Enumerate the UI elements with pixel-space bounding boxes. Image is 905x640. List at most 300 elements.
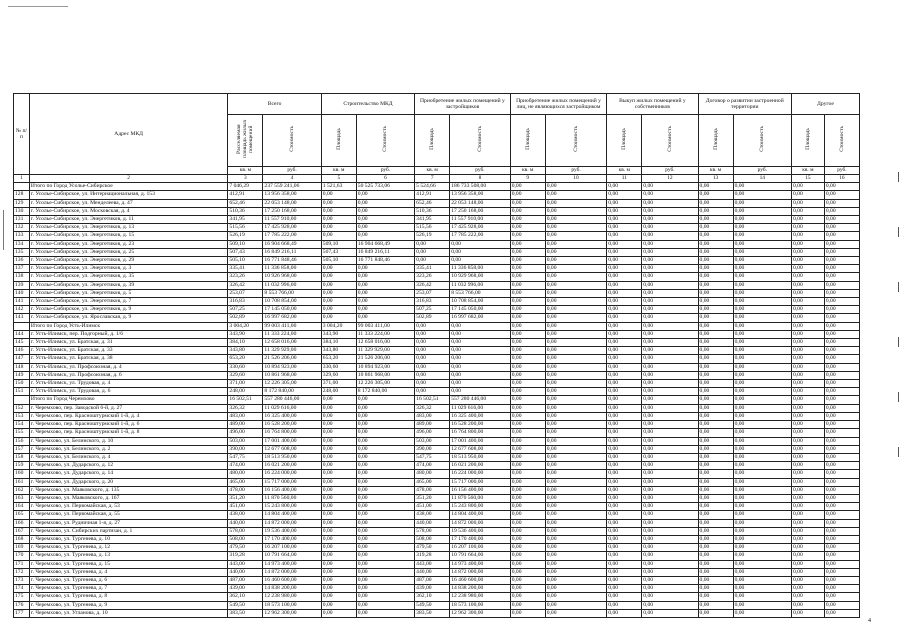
row-value: 17 250 168,00	[450, 207, 511, 215]
row-value: 439,00	[228, 585, 263, 593]
row-value: 0,00	[733, 437, 791, 445]
row-value: 0,00	[321, 568, 356, 576]
row-value: 0,00	[698, 273, 733, 281]
row-index: 170	[14, 552, 30, 560]
row-value: 0,00	[698, 511, 733, 519]
row-value: 0,00	[733, 404, 791, 412]
row-address: г. Черемхово, ул. Маяковского, д. 135	[29, 486, 227, 494]
row-value: 478,00	[415, 486, 450, 494]
row-index: 135	[14, 248, 30, 256]
row-value: 0,00	[642, 216, 698, 224]
row-value: 0,00	[698, 478, 733, 486]
row-value: 515,56	[415, 224, 450, 232]
row-value: 0,00	[791, 445, 824, 453]
table-row	[14, 191, 860, 199]
row-value: 0,00	[698, 527, 733, 535]
row-value: 0,00	[607, 519, 642, 527]
row-value: 0,00	[791, 404, 824, 412]
row-value: 0,00	[824, 265, 859, 273]
row-value: 0,00	[698, 306, 733, 314]
row-value: 0,00	[642, 273, 698, 281]
row-value: 0,00	[642, 511, 698, 519]
row-value: 0,00	[321, 585, 356, 593]
row-value: 0,00	[791, 273, 824, 281]
row-value: 557 280 446,00	[450, 396, 511, 404]
row-value: 0,00	[321, 437, 356, 445]
row-value: 16 849 216,11	[263, 248, 321, 256]
row-value: 362,10	[415, 593, 450, 601]
row-value: 0,00	[510, 527, 545, 535]
row-value: 0,00	[642, 347, 698, 355]
table-row	[14, 388, 860, 396]
row-value: 0,00	[791, 609, 824, 617]
row-value: 0,00	[545, 396, 607, 404]
table-row	[14, 535, 860, 543]
table-row	[14, 421, 860, 429]
row-index: 137	[14, 265, 30, 273]
row-value: 10 708 854,00	[450, 298, 511, 306]
row-value: 0,00	[510, 183, 545, 191]
row-value: 248,00	[228, 388, 263, 396]
row-value: 515,56	[228, 224, 263, 232]
row-value: 11 032 996,00	[450, 281, 511, 289]
row-value: 0,00	[733, 363, 791, 371]
row-value: 326,42	[228, 281, 263, 289]
row-index: 165	[14, 511, 30, 519]
row-value: 15 243 800,00	[450, 503, 511, 511]
row-value: 0,00	[510, 371, 545, 379]
row-value: 0,00	[824, 478, 859, 486]
row-value: 18 513 950,00	[450, 453, 511, 461]
sub-header-area: Площадь	[607, 115, 642, 167]
row-value: 0,00	[791, 224, 824, 232]
row-value: 237 559 241,06	[263, 183, 321, 191]
row-value: 99 003 411,00	[356, 322, 414, 330]
row-value: 253,07	[228, 289, 263, 297]
row-address: г. Черемхово, ул. Угланова, д. 10	[29, 609, 227, 617]
row-value: 0,00	[356, 191, 414, 199]
row-value: 0,00	[733, 240, 791, 248]
row-value: 0,00	[698, 552, 733, 560]
row-value: 343,90	[228, 330, 263, 338]
row-value: 0,00	[824, 494, 859, 502]
row-value: 0,00	[321, 560, 356, 568]
row-value: 0,00	[545, 560, 607, 568]
row-value: 16 528 200,00	[263, 421, 321, 429]
row-value: 0,00	[824, 453, 859, 461]
row-value: 16 997 682,00	[263, 314, 321, 322]
row-value: 0,00	[698, 322, 733, 330]
row-value: 478,00	[228, 486, 263, 494]
row-value: 578,00	[228, 527, 263, 535]
row-value: 14 804 400,00	[450, 511, 511, 519]
row-value: 343,80	[228, 347, 263, 355]
row-value: 0,00	[356, 412, 414, 420]
row-address: г. Усолье-Сибирское, ул. Менделеева, д. 47	[29, 199, 227, 207]
row-value: 0,00	[791, 544, 824, 552]
row-value: 0,00	[791, 232, 824, 240]
row-value: 0,00	[321, 486, 356, 494]
row-value: 11 029 616,00	[263, 404, 321, 412]
row-value: 16 528 200,00	[450, 421, 511, 429]
row-value: 329,60	[321, 371, 356, 379]
row-value: 0,00	[321, 191, 356, 199]
row-value: 0,00	[607, 445, 642, 453]
row-value: 0,00	[733, 347, 791, 355]
row-value: 0,00	[415, 371, 450, 379]
row-value: 16 460 600,00	[450, 576, 511, 584]
row-value: 0,00	[791, 257, 824, 265]
row-value: 330,60	[228, 363, 263, 371]
column-number: 16	[824, 175, 859, 183]
table-row	[14, 314, 860, 322]
row-value: 323,26	[415, 273, 450, 281]
row-value: 0,00	[356, 224, 414, 232]
row-value: 0,00	[642, 363, 698, 371]
row-value: 507,43	[228, 248, 263, 256]
row-address: г. Усолье-Сибирское, ул. Энергетиков, д. 25	[29, 248, 227, 256]
row-value: 0,00	[510, 347, 545, 355]
row-address: г. Усолье-Сибирское, ул. Ярославская, д. 9	[29, 314, 227, 322]
table-row	[14, 486, 860, 494]
row-address: г. Черемхово, ул. Маяковского, д. 167	[29, 494, 227, 502]
row-value: 489,00	[228, 421, 263, 429]
row-value: 0,00	[510, 462, 545, 470]
row-value: 0,00	[356, 503, 414, 511]
row-address: г. Черемхово, ул. Тургенева, д. 13	[29, 552, 227, 560]
sub-header-area: Площадь	[321, 115, 356, 167]
row-value: 0,00	[545, 306, 607, 314]
row-value: 335,41	[415, 265, 450, 273]
row-value: 248,00	[321, 388, 356, 396]
column-number: 1	[14, 175, 30, 183]
row-value: 0,00	[607, 535, 642, 543]
table-row	[14, 199, 860, 207]
row-value: 0,00	[642, 470, 698, 478]
row-value: 0,00	[733, 486, 791, 494]
row-value: 0,00	[698, 396, 733, 404]
row-value: 0,00	[510, 396, 545, 404]
row-value: 0,00	[698, 298, 733, 306]
column-number: 15	[791, 175, 824, 183]
row-value: 0,00	[733, 322, 791, 330]
row-value: 19 536 400,00	[450, 527, 511, 535]
row-value: 7 046,29	[228, 183, 263, 191]
row-value: 0,00	[642, 429, 698, 437]
row-value: 0,00	[545, 183, 607, 191]
row-value: 10 861 968,00	[263, 371, 321, 379]
row-value: 10 929 968,00	[450, 273, 511, 281]
row-value: 16 502,51	[228, 396, 263, 404]
row-value: 11 870 560,00	[450, 494, 511, 502]
row-value: 0,00	[321, 273, 356, 281]
row-value: 0,00	[698, 371, 733, 379]
row-address: Итого по Город Усть-Илимск	[29, 322, 227, 330]
row-value: 14 804 400,00	[263, 511, 321, 519]
row-index: 132	[14, 224, 30, 232]
row-value: 0,00	[607, 609, 642, 617]
row-index: 157	[14, 445, 30, 453]
row-value: 0,00	[356, 314, 414, 322]
row-value: 3 004,20	[228, 322, 263, 330]
row-value: 0,00	[545, 503, 607, 511]
row-value: 326,32	[228, 404, 263, 412]
row-value: 319,28	[228, 552, 263, 560]
row-index: 171	[14, 560, 30, 568]
row-value: 0,00	[510, 453, 545, 461]
sub-header-area: Площадь	[415, 115, 450, 167]
table-row	[14, 380, 860, 388]
row-value: 0,00	[824, 412, 859, 420]
row-value: 0,00	[607, 191, 642, 199]
row-value: 0,00	[321, 289, 356, 297]
row-value: 0,00	[642, 257, 698, 265]
row-value: 509,10	[228, 240, 263, 248]
row-value: 0,00	[545, 593, 607, 601]
row-value: 316,83	[415, 298, 450, 306]
row-value: 0,00	[698, 191, 733, 199]
row-value: 502,89	[415, 314, 450, 322]
row-value: 0,00	[450, 380, 511, 388]
row-value: 0,00	[824, 355, 859, 363]
row-address: г. Черемхово, ул. Тургенева, д. 8	[29, 593, 227, 601]
column-number: 10	[545, 175, 607, 183]
row-value: 0,00	[824, 306, 859, 314]
row-value: 547,75	[228, 453, 263, 461]
unit-cost: руб.	[733, 167, 791, 175]
row-value: 0,00	[791, 396, 824, 404]
row-value: 0,00	[356, 462, 414, 470]
row-value: 0,00	[733, 601, 791, 609]
row-value: 316,83	[228, 298, 263, 306]
row-index: 138	[14, 273, 30, 281]
row-address: г. Черемхово, ул. Дударского, д. 14	[29, 470, 227, 478]
row-value: 0,00	[607, 257, 642, 265]
row-value: 0,00	[642, 371, 698, 379]
row-index: 146	[14, 347, 30, 355]
row-value: 0,00	[510, 503, 545, 511]
row-value: 0,00	[545, 330, 607, 338]
row-value: 0,00	[545, 265, 607, 273]
unit-cost: руб.	[450, 167, 511, 175]
row-value: 11 557 910,00	[450, 216, 511, 224]
sub-header-cost: Стоимость	[545, 115, 607, 167]
row-index: 148	[14, 363, 30, 371]
row-value: 0,00	[642, 183, 698, 191]
row-value: 0,00	[791, 552, 824, 560]
sub-header-cost: Стоимость	[733, 115, 791, 167]
row-value: 0,00	[450, 388, 511, 396]
row-value: 13 956 358,00	[450, 191, 511, 199]
row-value: 0,00	[607, 552, 642, 560]
row-value: 0,00	[698, 429, 733, 437]
row-value: 0,00	[733, 511, 791, 519]
row-value: 3 004,20	[321, 322, 356, 330]
row-index: 150	[14, 380, 30, 388]
row-address: г. Усолье-Сибирское, ул. Энергетиков, д. 29	[29, 257, 227, 265]
row-index: 160	[14, 470, 30, 478]
row-value: 0,00	[510, 363, 545, 371]
row-value: 0,00	[321, 494, 356, 502]
row-address: г. Усть-Илимск, ул. Трудовая, д. 6	[29, 388, 227, 396]
row-value: 0,00	[356, 453, 414, 461]
row-value: 0,00	[733, 453, 791, 461]
row-value: 0,00	[791, 363, 824, 371]
row-value: 13 956 358,00	[263, 191, 321, 199]
row-value: 0,00	[607, 494, 642, 502]
unit-cost: руб.	[545, 167, 607, 175]
row-value: 0,00	[607, 593, 642, 601]
row-value: 0,00	[698, 183, 733, 191]
row-value: 0,00	[607, 265, 642, 273]
row-value: 0,00	[698, 330, 733, 338]
row-value: 5 524,66	[415, 183, 450, 191]
row-value: 0,00	[733, 568, 791, 576]
row-value: 0,00	[321, 281, 356, 289]
row-index: 151	[14, 388, 30, 396]
row-index: 177	[14, 609, 30, 617]
row-value: 0,00	[545, 527, 607, 535]
row-value: 0,00	[607, 281, 642, 289]
row-value: 384,10	[228, 339, 263, 347]
group-header-buyout: Выкуп жилых помещений у собственников	[607, 94, 698, 115]
row-value: 0,00	[824, 568, 859, 576]
row-value: 390,00	[228, 445, 263, 453]
group-header-total: Всего	[228, 94, 321, 115]
row-value: 11 336 858,00	[450, 265, 511, 273]
row-value: 8 553 766,00	[263, 289, 321, 297]
row-value: 0,00	[698, 535, 733, 543]
row-value: 0,00	[321, 306, 356, 314]
row-value: 329,60	[228, 371, 263, 379]
row-value: 0,00	[607, 355, 642, 363]
row-value: 0,00	[510, 609, 545, 617]
row-value: 0,00	[450, 240, 511, 248]
row-value: 0,00	[642, 412, 698, 420]
row-value: 0,00	[510, 224, 545, 232]
row-value: 0,00	[642, 503, 698, 511]
row-value: 0,00	[642, 404, 698, 412]
row-value: 0,00	[824, 207, 859, 215]
table-row	[14, 306, 860, 314]
row-value: 0,00	[510, 593, 545, 601]
row-value: 343,80	[321, 347, 356, 355]
row-value: 0,00	[824, 339, 859, 347]
row-value: 0,00	[607, 240, 642, 248]
row-value: 16 502,51	[415, 396, 450, 404]
row-value: 0,00	[607, 207, 642, 215]
row-value: 0,00	[415, 240, 450, 248]
row-value: 0,00	[698, 560, 733, 568]
row-value: 0,00	[356, 609, 414, 617]
row-value: 16 224 000,00	[263, 470, 321, 478]
row-value: 0,00	[733, 183, 791, 191]
row-value: 341,95	[415, 216, 450, 224]
row-value: 50 525 733,06	[356, 183, 414, 191]
unit-cost: руб.	[263, 167, 321, 175]
table-row	[14, 265, 860, 273]
row-value: 11 336 858,00	[263, 265, 321, 273]
table-row	[14, 511, 860, 519]
row-value: 14 973 400,00	[263, 560, 321, 568]
row-value: 0,00	[733, 380, 791, 388]
row-value: 12 962 300,00	[263, 609, 321, 617]
row-value: 0,00	[415, 257, 450, 265]
row-address: г. Черемхово, ул. Белинского, д. 4	[29, 453, 227, 461]
unit-area: кв. м	[228, 167, 263, 175]
row-value: 17 425 928,00	[450, 224, 511, 232]
row-value: 0,00	[545, 388, 607, 396]
row-value: 0,00	[321, 412, 356, 420]
row-value: 16 904 668,49	[263, 240, 321, 248]
row-value: 326,42	[415, 281, 450, 289]
row-index: 172	[14, 568, 30, 576]
row-value: 503,00	[228, 437, 263, 445]
row-value: 507,25	[228, 306, 263, 314]
row-value: 0,00	[356, 535, 414, 543]
row-value: 16 764 800,00	[450, 429, 511, 437]
row-value: 0,00	[321, 593, 356, 601]
row-address: г. Черемхово, пер. Красноштурмский 1-й, д. 6	[29, 421, 227, 429]
row-value: 0,00	[733, 494, 791, 502]
row-value: 0,00	[791, 216, 824, 224]
row-value: 0,00	[510, 240, 545, 248]
row-value: 0,00	[321, 478, 356, 486]
row-address: г. Черемхово, ул. Дударского, д. 12	[29, 462, 227, 470]
row-value: 12 238 980,00	[450, 593, 511, 601]
row-value: 0,00	[642, 322, 698, 330]
row-value: 0,00	[356, 560, 414, 568]
row-value: 16 325 400,00	[263, 412, 321, 420]
row-value: 14 872 000,00	[450, 568, 511, 576]
row-value: 0,00	[321, 609, 356, 617]
row-value: 10 926 968,00	[263, 273, 321, 281]
row-value: 0,00	[791, 593, 824, 601]
row-value: 0,00	[545, 240, 607, 248]
row-value: 0,00	[510, 470, 545, 478]
table-row	[14, 339, 860, 347]
row-value: 0,00	[545, 585, 607, 593]
row-value: 0,00	[824, 470, 859, 478]
row-value: 0,00	[510, 494, 545, 502]
table-row	[14, 257, 860, 265]
table-row	[14, 429, 860, 437]
row-value: 15 243 800,00	[263, 503, 321, 511]
row-value: 0,00	[791, 207, 824, 215]
row-value: 390,00	[415, 445, 450, 453]
row-value: 479,50	[228, 544, 263, 552]
row-value: 0,00	[356, 478, 414, 486]
row-value: 0,00	[545, 281, 607, 289]
row-value: 440,00	[415, 519, 450, 527]
row-value: 0,00	[698, 224, 733, 232]
row-value: 0,00	[510, 511, 545, 519]
row-value: 0,00	[791, 314, 824, 322]
row-value: 0,00	[321, 576, 356, 584]
row-value: 0,00	[642, 289, 698, 297]
row-value: 439,00	[415, 585, 450, 593]
row-value: 0,00	[733, 445, 791, 453]
row-value: 0,00	[791, 191, 824, 199]
row-address: г. Усть-Илимск, ул. Братская, д. 31	[29, 339, 227, 347]
sub-header-cost: Стоимость	[642, 115, 698, 167]
table-row	[14, 519, 860, 527]
row-value: 335,41	[228, 265, 263, 273]
row-value: 12 226 305,00	[356, 380, 414, 388]
row-value: 0,00	[642, 552, 698, 560]
row-index: 161	[14, 478, 30, 486]
row-address: г. Усолье-Сибирское, ул. Энергетиков, д. 5	[29, 289, 227, 297]
